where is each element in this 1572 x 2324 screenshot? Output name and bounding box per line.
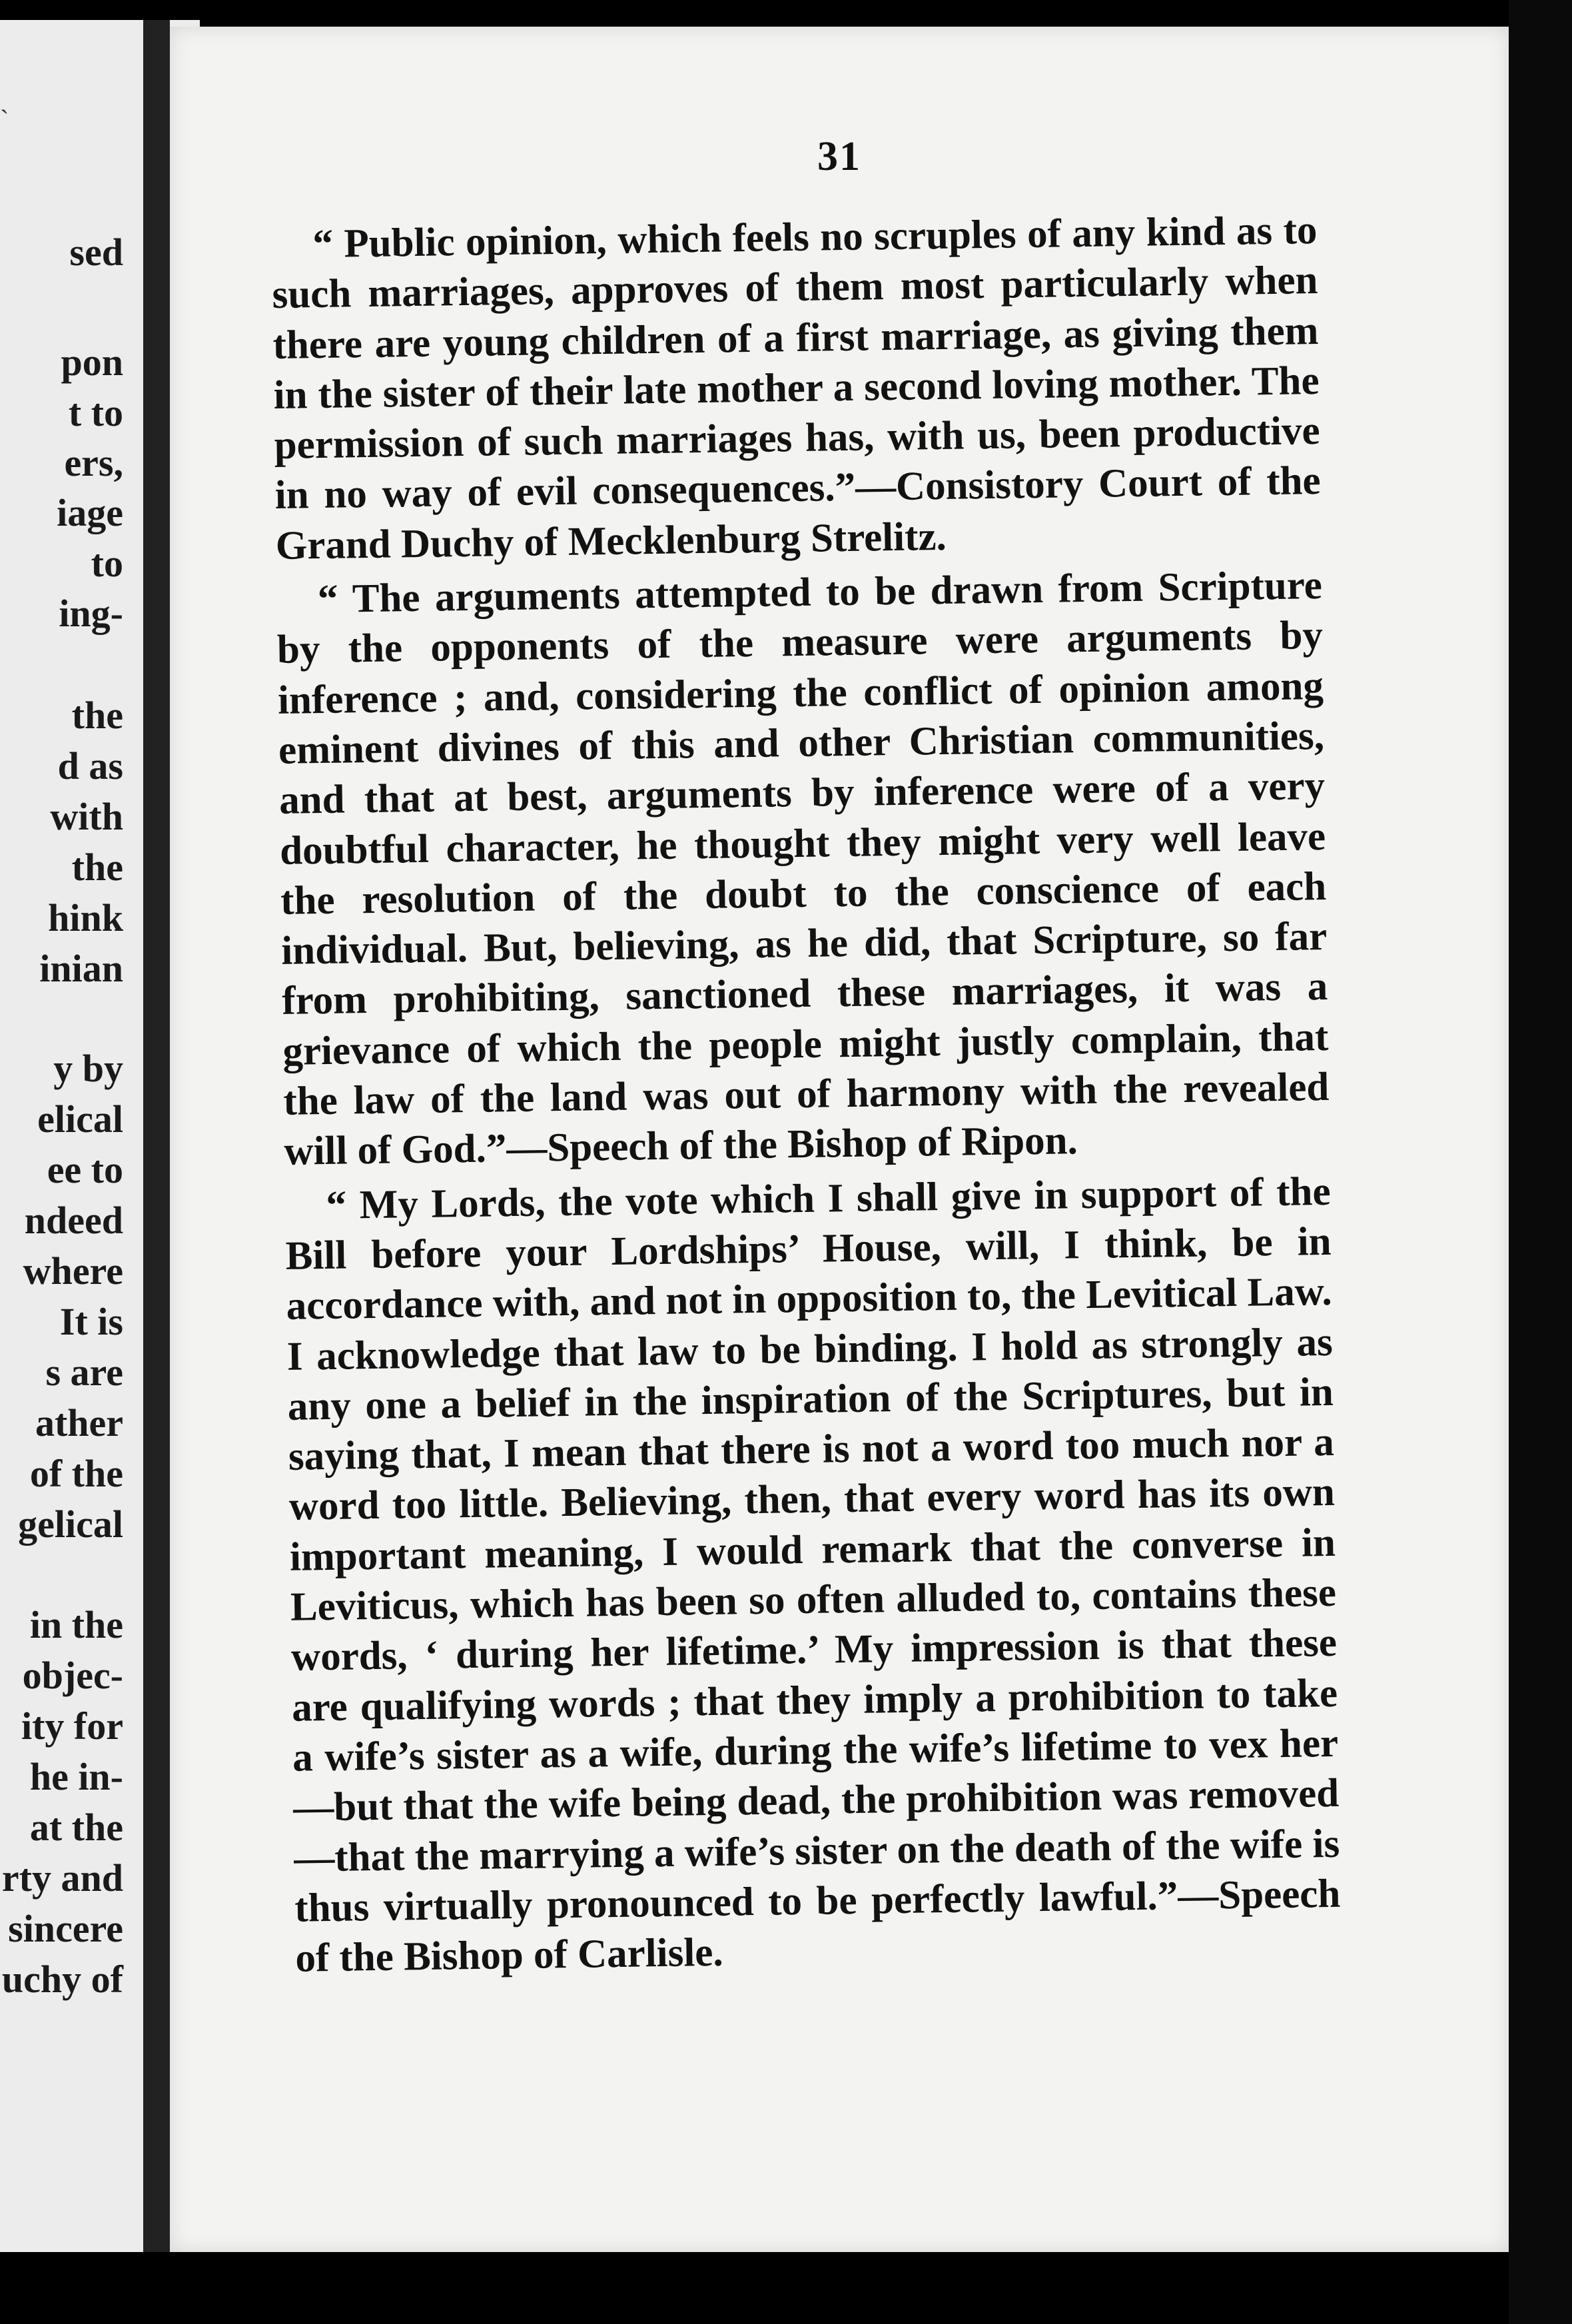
quote-paragraph-ripon: “ The arguments attempted to be drawn from Scripture by the opponents of the measure were arguments by inference ; and, considering the conflict of opinion among eminent divines of this and other Christian communities, and that at best, arguments by inference were of a very doubtful character, he thought they might very well leave the resolution of the doubt to the conscience of each individual. But, believing, as he did, that Scripture, so far from prohibiting, sanctioned these marriages, it was a grievance of which the people might justly complain, that the law of the land was out of harmony with the revealed will of God.”—Speech of the Bishop of Ripon.	[276, 563, 1330, 1175]
facing-line: ee to	[47, 1148, 123, 1191]
facing-page-text	[0, 20, 143, 2252]
facing-line: pon	[61, 340, 123, 384]
facing-line: inian	[39, 947, 123, 990]
scan-right-edge	[1509, 0, 1572, 2324]
facing-line: of the	[29, 1452, 123, 1495]
facing-line: d as	[57, 744, 123, 788]
facing-line: where	[23, 1249, 123, 1293]
facing-line: ndeed	[24, 1199, 123, 1242]
facing-line: objec-	[22, 1654, 123, 1697]
facing-line: to	[91, 542, 123, 585]
facing-line: at the	[29, 1806, 123, 1849]
facing-line: the	[71, 694, 123, 737]
facing-line: hink	[48, 896, 123, 939]
facing-line: rty and	[1, 1856, 123, 1900]
page-corner-mark: ˎ	[0, 84, 9, 115]
page-number: 31	[817, 134, 861, 179]
facing-line: s are	[45, 1351, 123, 1394]
book-page	[170, 27, 1509, 2252]
facing-line: t to	[68, 391, 123, 434]
facing-line: ers,	[64, 441, 123, 484]
facing-line: sincere	[8, 1907, 123, 1950]
facing-line: uchy of	[1, 1958, 123, 2001]
facing-line: the	[71, 846, 123, 889]
facing-line: iage	[57, 491, 123, 534]
facing-line: with	[50, 795, 123, 838]
facing-line: y by	[53, 1047, 123, 1090]
facing-line: he in-	[29, 1755, 123, 1798]
facing-line: elical	[37, 1097, 123, 1141]
facing-line: ather	[35, 1401, 123, 1445]
facing-line: sed	[69, 231, 123, 274]
quote-paragraph-mecklenburg: “ Public opinion, which feels no scruples of any kind as to such marriages, approves of them most particularly when there are young children of a first marriage, as giving them in the sister of their late mother a second loving mother. The permission of such marriages has, with us, been productive in no way of evil consequences.”—Consistory Court of the Grand Duchy of Mecklenburg Strelitz.	[272, 208, 1322, 568]
facing-line: in the	[29, 1603, 123, 1646]
facing-line: ity for	[21, 1704, 123, 1748]
facing-line: It is	[59, 1300, 123, 1343]
facing-line: ing-	[59, 592, 123, 635]
book-gutter	[143, 20, 170, 2252]
quote-paragraph-carlisle: “ My Lords, the vote which I shall give in support of the Bill before your Lordships’ House, will, I think, be in accordance with, and not in opposition to, the Levitical Law. I acknowledge that law to be binding. I hold as strongly as any one a belief in the inspiration of the Scriptures, but in saying that, I mean that there is not a word too much nor a word too little. Believing, then, that every word has its own important meaning, I would remark that the converse in Leviticus, which has been so often alluded to, contains these words, ‘ during her lifetime.’ My impression is that these are qualifying words ; that they imply a prohibition to take a wife’s sister as a wife, during the wife’s lifetime to vex her—but that the wife being dead, the prohibition was removed—that the marrying a wife’s sister on the death of the wife is thus virtually pronounced to be perfectly lawful.”—Speech of the Bishop of Carlisle.	[285, 1169, 1341, 1981]
facing-line: gelical	[18, 1502, 123, 1546]
page-body	[271, 205, 1342, 1988]
